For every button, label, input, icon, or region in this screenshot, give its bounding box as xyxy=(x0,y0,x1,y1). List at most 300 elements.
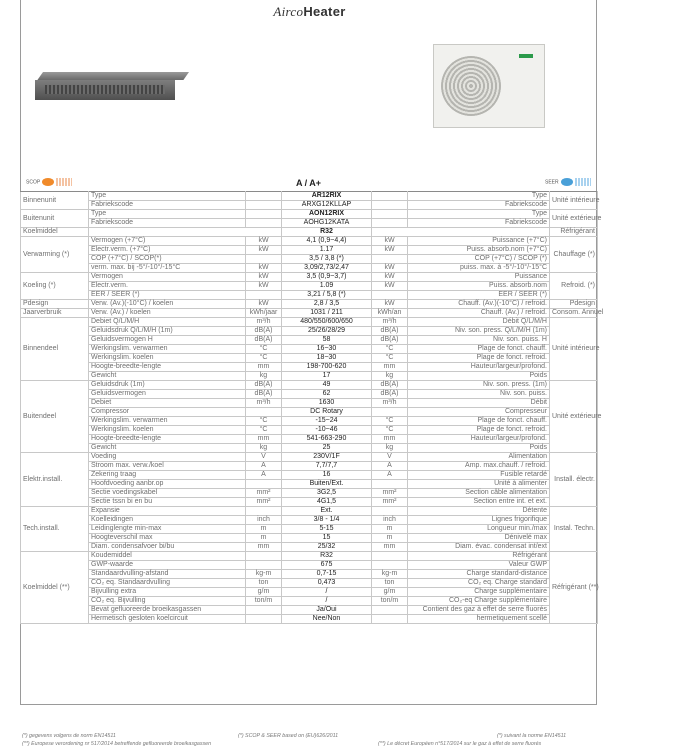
unit-nl xyxy=(246,606,282,615)
spec-label-nl: Geluidsvermogen xyxy=(89,390,246,399)
unit-fr: mm² xyxy=(372,498,408,507)
spec-value: 1.17 xyxy=(282,246,372,255)
spec-label-nl: Type xyxy=(89,192,246,201)
spec-label-fr: CO₂-eq Charge supplémentaire xyxy=(408,597,550,606)
spec-value: 1031 / 211 xyxy=(282,309,372,318)
spec-label-nl: Standaardvulling-afstand xyxy=(89,570,246,579)
spec-value: 17 xyxy=(282,372,372,381)
spec-value: 25/26/28/29 xyxy=(282,327,372,336)
spec-label-nl: Gewicht xyxy=(89,372,246,381)
group-label: Jaarverbruik xyxy=(21,309,89,318)
unit-nl: dB(A) xyxy=(246,336,282,345)
spec-value: 7,7/7,7 xyxy=(282,462,372,471)
spec-value: 49 xyxy=(282,381,372,390)
spec-value: ARXG12KLLAP xyxy=(282,201,372,210)
spec-label-fr: Puiss. absorb.nom xyxy=(408,282,550,291)
unit-fr xyxy=(372,507,408,516)
spec-value: Nee/Non xyxy=(282,615,372,624)
spec-label-fr: Fusible retardé xyxy=(408,471,550,480)
spec-label-nl: Debiet xyxy=(89,399,246,408)
spec-label-nl: Koelleidingen xyxy=(89,516,246,525)
spec-label-fr: Niv. son. puiss. H xyxy=(408,336,550,345)
spec-label-nl: Debiet Q/L/M/H xyxy=(89,318,246,327)
spec-value: 3,5 / 3,8 (*) xyxy=(282,255,372,264)
footnote-scop-seer: (*) SCOP & SEER based on (EU)626/2011 xyxy=(238,733,339,739)
unit-nl: A xyxy=(246,462,282,471)
unit-nl xyxy=(246,408,282,417)
unit-fr: kW xyxy=(372,300,408,309)
table-row xyxy=(21,471,598,480)
group-label-fr: Instal. Techn. xyxy=(550,507,598,552)
spec-label-nl: Werkingslim. verwarmen xyxy=(89,417,246,426)
spec-label-fr: Plage de fonct. refroid. xyxy=(408,426,550,435)
unit-nl xyxy=(246,219,282,228)
unit-nl xyxy=(246,552,282,561)
spec-value: 2,8 / 3,5 xyxy=(282,300,372,309)
table-row xyxy=(21,435,598,444)
group-label-fr: Réfrigérant xyxy=(550,228,598,237)
table-row xyxy=(21,570,598,579)
table-row xyxy=(21,588,598,597)
spec-label-fr: EER / SEER (*) xyxy=(408,291,550,300)
spec-value: 3G2,5 xyxy=(282,489,372,498)
spec-value: 4,1 (0,9~4,4) xyxy=(282,237,372,246)
table-row xyxy=(21,228,598,237)
unit-nl: °C xyxy=(246,426,282,435)
spec-label-nl: Verw. (Av.) / koelen xyxy=(89,309,246,318)
spec-label-nl: CO₂ eq. Bijvulling xyxy=(89,597,246,606)
spec-label-fr: Charge standard-distance xyxy=(408,570,550,579)
unit-fr xyxy=(372,219,408,228)
spec-label-fr: CO₂ eq. Charge standard xyxy=(408,579,550,588)
spec-label-fr: Niv. son. press. (1m) xyxy=(408,381,550,390)
unit-fr: kg xyxy=(372,444,408,453)
spec-label-nl: Stroom max. verw./koel xyxy=(89,462,246,471)
unit-fr: dB(A) xyxy=(372,327,408,336)
spec-label-nl: Compressor xyxy=(89,408,246,417)
table-row xyxy=(21,498,598,507)
unit-fr xyxy=(372,210,408,219)
unit-nl: g/m xyxy=(246,588,282,597)
spec-label-nl: Type xyxy=(89,210,246,219)
unit-fr: A xyxy=(372,462,408,471)
table-row xyxy=(21,507,598,516)
unit-nl: kW xyxy=(246,246,282,255)
outdoor-unit-image xyxy=(433,40,551,128)
unit-nl xyxy=(246,291,282,300)
unit-nl xyxy=(246,615,282,624)
footnote-nl-1: (*) gegevens volgens de norm EN14511 xyxy=(22,733,116,739)
table-row xyxy=(21,399,598,408)
unit-fr: mm xyxy=(372,435,408,444)
spec-label-nl: CO₂ eq. Standaardvulling xyxy=(89,579,246,588)
spec-label-fr: Lignes frigorifique xyxy=(408,516,550,525)
spec-value: 1.09 xyxy=(282,282,372,291)
spec-value: 18~30 xyxy=(282,354,372,363)
spec-label-fr: Puissance (+7°C) xyxy=(408,237,550,246)
group-label-fr: Unité intérieure xyxy=(550,318,598,381)
unit-nl: kg-m xyxy=(246,570,282,579)
group-label-fr: Unité intérieure xyxy=(550,192,598,210)
spec-label-nl: Hoogteverschil max xyxy=(89,534,246,543)
unit-nl: m xyxy=(246,525,282,534)
table-row xyxy=(21,516,598,525)
spec-label-fr: Plage de fonct. chauff. xyxy=(408,345,550,354)
spec-label-nl: Geluidsdruk Q/L/M/H (1m) xyxy=(89,327,246,336)
table-row xyxy=(21,561,598,570)
spec-label-nl: Zekering traag xyxy=(89,471,246,480)
spec-value: 3,21 / 5,8 (*) xyxy=(282,291,372,300)
group-label-fr: Unité extérieure xyxy=(550,210,598,228)
unit-fr: m³/h xyxy=(372,318,408,327)
spec-label-fr: Hauteur/largeur/profond. xyxy=(408,363,550,372)
group-label: Tech.install. xyxy=(21,507,89,552)
spec-label-nl: Electr.verm. (+7°C) xyxy=(89,246,246,255)
scop-label: SCOP xyxy=(26,179,41,186)
unit-nl xyxy=(246,192,282,201)
spec-value: 25/32 xyxy=(282,543,372,552)
table-row xyxy=(21,201,598,210)
spec-label-fr: Poids xyxy=(408,444,550,453)
unit-nl: kW xyxy=(246,300,282,309)
unit-nl: kW xyxy=(246,237,282,246)
table-row xyxy=(21,309,598,318)
table-row xyxy=(21,444,598,453)
spec-value: AON12RIX xyxy=(282,210,372,219)
unit-nl: mm xyxy=(246,543,282,552)
spec-label-fr: puiss. max. à -5°/-10°/-15°C xyxy=(408,264,550,273)
spec-label-nl: Voeding xyxy=(89,453,246,462)
table-row xyxy=(21,327,598,336)
unit-fr xyxy=(372,480,408,489)
table-row xyxy=(21,282,598,291)
spec-label-nl: Werkingslim. koelen xyxy=(89,426,246,435)
spec-label-fr: Amp. max.chauff. / refroid. xyxy=(408,462,550,471)
brand-logo xyxy=(21,4,598,20)
unit-fr: dB(A) xyxy=(372,390,408,399)
unit-nl: kWh/jaar xyxy=(246,309,282,318)
unit-fr xyxy=(372,201,408,210)
unit-fr: kg-m xyxy=(372,570,408,579)
unit-fr: °C xyxy=(372,345,408,354)
group-label: Elektr.install. xyxy=(21,453,89,507)
table-row xyxy=(21,318,598,327)
spec-label-nl: Verw. (Av.)(-10°C) / koelen xyxy=(89,300,246,309)
unit-nl xyxy=(246,507,282,516)
spec-label-fr: Plage de fonct. refroid. xyxy=(408,354,550,363)
unit-fr: m³/h xyxy=(372,399,408,408)
unit-nl xyxy=(246,201,282,210)
group-label-fr: Refroid. (*) xyxy=(550,273,598,300)
spec-value: AR12RIX xyxy=(282,192,372,201)
table-row xyxy=(21,615,598,624)
group-label: Binnenunit xyxy=(21,192,89,210)
unit-fr: kW xyxy=(372,282,408,291)
table-row xyxy=(21,417,598,426)
spec-label-fr: Alimentation xyxy=(408,453,550,462)
unit-nl: kg xyxy=(246,444,282,453)
spec-label-nl: Vermogen (+7°C) xyxy=(89,237,246,246)
spec-label-nl: Gewicht xyxy=(89,444,246,453)
group-label: Koelmiddel xyxy=(21,228,89,237)
spec-label-fr: Débit Q/L/M/H xyxy=(408,318,550,327)
unit-nl: kW xyxy=(246,273,282,282)
brand-logo-part1: Airco xyxy=(273,4,304,19)
spec-value: AOHG12KATA xyxy=(282,219,372,228)
group-label: Buitenunit xyxy=(21,210,89,228)
table-row xyxy=(21,453,598,462)
spec-value: 3,5 (0,9~3,7) xyxy=(282,273,372,282)
unit-nl: °C xyxy=(246,354,282,363)
table-row xyxy=(21,606,598,615)
unit-fr: mm² xyxy=(372,489,408,498)
unit-nl xyxy=(246,561,282,570)
unit-nl: m³/h xyxy=(246,399,282,408)
unit-nl xyxy=(246,480,282,489)
unit-nl: mm² xyxy=(246,498,282,507)
table-row xyxy=(21,543,598,552)
group-label-fr: Réfrigérant (**) xyxy=(550,552,598,624)
spec-value: 1630 xyxy=(282,399,372,408)
table-row xyxy=(21,579,598,588)
table-row xyxy=(21,345,598,354)
spec-label-nl: Koudemiddel xyxy=(89,552,246,561)
seer-label: SEER xyxy=(545,179,559,186)
table-row xyxy=(21,219,598,228)
spec-label-fr: Niv. son. press. Q/L/M/H (1m) xyxy=(408,327,550,336)
unit-fr: kW xyxy=(372,273,408,282)
spec-label-fr: Type xyxy=(408,210,550,219)
group-label-fr: Install. électr. xyxy=(550,453,598,507)
spec-value: 0,473 xyxy=(282,579,372,588)
table-row xyxy=(21,354,598,363)
spec-label-nl: EER / SEER (*) xyxy=(89,291,246,300)
table-row xyxy=(21,273,598,282)
table-row xyxy=(21,489,598,498)
spec-label-fr: COP (+7°C) / SCOP (*) xyxy=(408,255,550,264)
spec-value: Ext. xyxy=(282,507,372,516)
spec-label-nl: Expansie xyxy=(89,507,246,516)
spec-label-nl: Leidinglengte min-max xyxy=(89,525,246,534)
indoor-unit-image xyxy=(35,72,181,106)
spec-label-fr: Unité à alimenter xyxy=(408,480,550,489)
spec-label-nl: Electr.verm. xyxy=(89,282,246,291)
spec-label-nl: Hoogte-breedte-lengte xyxy=(89,363,246,372)
group-label-fr: Pdesign xyxy=(550,300,598,309)
spec-label-fr: Longueur min./max xyxy=(408,525,550,534)
spec-label-nl: Geluidsdruk (1m) xyxy=(89,381,246,390)
spec-value: 0,7-15 xyxy=(282,570,372,579)
table-row xyxy=(21,426,598,435)
spec-table xyxy=(20,191,604,624)
spec-value: Ja/Oui xyxy=(282,606,372,615)
spec-value: 230V/1F xyxy=(282,453,372,462)
unit-fr: inch xyxy=(372,516,408,525)
energy-class: A / A+ xyxy=(295,178,322,188)
table-row xyxy=(21,246,598,255)
spec-label-fr: Charge supplémentaire xyxy=(408,588,550,597)
unit-nl xyxy=(246,255,282,264)
unit-fr: °C xyxy=(372,354,408,363)
spec-label-fr: Dénivelé max xyxy=(408,534,550,543)
unit-fr: ton/m xyxy=(372,597,408,606)
spec-label-nl: GWP-waarde xyxy=(89,561,246,570)
unit-nl: kW xyxy=(246,264,282,273)
unit-nl: kW xyxy=(246,282,282,291)
spec-label-nl: Sectie tssn bi en bu xyxy=(89,498,246,507)
unit-fr: dB(A) xyxy=(372,381,408,390)
spec-label-nl: Geluidsvermogen H xyxy=(89,336,246,345)
unit-fr: °C xyxy=(372,417,408,426)
table-row xyxy=(21,363,598,372)
table-row xyxy=(21,480,598,489)
spec-value: 5-15 xyxy=(282,525,372,534)
unit-nl: inch xyxy=(246,516,282,525)
spec-value: DC Rotary xyxy=(282,408,372,417)
spec-label-fr: Contient des gaz à effet de serre fluorés xyxy=(408,606,550,615)
unit-nl: A xyxy=(246,471,282,480)
spec-label-nl: Fabriekscode xyxy=(89,219,246,228)
spec-label-fr: Hauteur/largeur/profond. xyxy=(408,435,550,444)
table-row xyxy=(21,372,598,381)
footnote-fr-2: (**) Le décret Européen n°517/2014 sur le gaz à effet de serre fluorés xyxy=(378,741,542,747)
spec-label-nl: Hoogte-breedte-lengte xyxy=(89,435,246,444)
table-row xyxy=(21,390,598,399)
spec-label-nl: COP (+7°C) / SCOP(*) xyxy=(89,255,246,264)
spec-label-fr: Fabriekscode xyxy=(408,219,550,228)
table-row xyxy=(21,525,598,534)
spec-label-nl: Werkingslim. verwarmen xyxy=(89,345,246,354)
spec-label-fr: Valeur GWP xyxy=(408,561,550,570)
unit-fr: mm xyxy=(372,543,408,552)
footnote-nl-2: (**) Europese verordening nr 517/2014 betreffende gefluoreerde broeikasgassen xyxy=(22,741,212,747)
unit-fr: g/m xyxy=(372,588,408,597)
spec-label-fr: Plage de fonct. chauff. xyxy=(408,417,550,426)
table-row xyxy=(21,534,598,543)
table-row xyxy=(21,192,598,201)
spec-label-nl: Werkingslim. koelen xyxy=(89,354,246,363)
spec-value: / xyxy=(282,597,372,606)
spec-value: 3,09/2,73/2,47 xyxy=(282,264,372,273)
spec-label-fr: Niv. son. puiss. xyxy=(408,390,550,399)
spec-value: 541-663-290 xyxy=(282,435,372,444)
spec-value: 15 xyxy=(282,534,372,543)
spec-label-fr: Puiss. absorb.nom (+7°C) xyxy=(408,246,550,255)
spec-label-fr: Détente xyxy=(408,507,550,516)
unit-nl: V xyxy=(246,453,282,462)
spec-label-nl: Bevat gefluoreerde broeikasgassen xyxy=(89,606,246,615)
spec-value: 480/550/600/650 xyxy=(282,318,372,327)
spec-label-fr: Poids xyxy=(408,372,550,381)
unit-nl xyxy=(246,210,282,219)
unit-nl: m xyxy=(246,534,282,543)
spec-label-fr: Section câble alimentation xyxy=(408,489,550,498)
table-row xyxy=(21,408,598,417)
unit-fr xyxy=(372,291,408,300)
unit-nl: mm xyxy=(246,435,282,444)
unit-nl: ton/m xyxy=(246,597,282,606)
unit-nl: dB(A) xyxy=(246,390,282,399)
unit-fr: V xyxy=(372,453,408,462)
spec-value: 25 xyxy=(282,444,372,453)
unit-fr: kW xyxy=(372,246,408,255)
unit-nl: °C xyxy=(246,345,282,354)
table-row xyxy=(21,264,598,273)
spec-label-nl: Vermogen xyxy=(89,273,246,282)
group-label-fr: Unité extérieure xyxy=(550,381,598,453)
spec-label-nl: Hoofdvoeding aanbr.op xyxy=(89,480,246,489)
unit-fr: kW xyxy=(372,237,408,246)
spec-label-fr: Compresseur xyxy=(408,408,550,417)
unit-fr: ton xyxy=(372,579,408,588)
table-row xyxy=(21,237,598,246)
unit-nl: dB(A) xyxy=(246,327,282,336)
unit-nl: mm xyxy=(246,363,282,372)
unit-fr: kWh/an xyxy=(372,309,408,318)
unit-fr xyxy=(372,606,408,615)
unit-fr xyxy=(372,255,408,264)
spec-label-nl: Bijvulling extra xyxy=(89,588,246,597)
unit-fr: kg xyxy=(372,372,408,381)
table-row xyxy=(21,552,598,561)
table-row xyxy=(21,597,598,606)
brand-logo-part2: Heater xyxy=(303,4,346,19)
spec-label-fr: hermetiquement scellé xyxy=(408,615,550,624)
table-row xyxy=(21,291,598,300)
spec-value: 58 xyxy=(282,336,372,345)
unit-nl: m³/h xyxy=(246,318,282,327)
spec-label-fr: Section entre int. et ext. xyxy=(408,498,550,507)
unit-nl: ton xyxy=(246,579,282,588)
spec-value: R32 xyxy=(282,552,372,561)
unit-fr xyxy=(372,561,408,570)
unit-nl: dB(A) xyxy=(246,381,282,390)
spec-value: 62 xyxy=(282,390,372,399)
unit-nl: °C xyxy=(246,417,282,426)
group-label-fr: Consom. Annuel xyxy=(550,309,598,318)
unit-fr: A xyxy=(372,471,408,480)
unit-fr: m xyxy=(372,534,408,543)
unit-fr xyxy=(372,192,408,201)
spec-label-fr: Type xyxy=(408,192,550,201)
footnote-fr-1: (*) suivant la norme EN14511 xyxy=(497,733,567,739)
spec-value: R32 xyxy=(282,228,372,237)
unit-nl: kg xyxy=(246,372,282,381)
unit-fr: m xyxy=(372,525,408,534)
spec-label-nl: Diam. condensafvoer bi/bu xyxy=(89,543,246,552)
spec-label-fr: Chauff. (Av.)(-10°C) / refroid. xyxy=(408,300,550,309)
group-label: Pdesign xyxy=(21,300,89,309)
spec-value: 198-700-620 xyxy=(282,363,372,372)
group-label: Buitendeel xyxy=(21,381,89,453)
group-label-fr: Chauffage (*) xyxy=(550,237,598,273)
spec-label-nl: Fabriekscode xyxy=(89,201,246,210)
spec-label-nl: Sectie voedingskabel xyxy=(89,489,246,498)
spec-label-fr: Réfrigérant xyxy=(408,552,550,561)
spec-label-fr: Diam. évac. condensat int/ext xyxy=(408,543,550,552)
table-row xyxy=(21,255,598,264)
spec-value: 675 xyxy=(282,561,372,570)
spec-value: 16~30 xyxy=(282,345,372,354)
unit-fr xyxy=(372,615,408,624)
unit-fr: dB(A) xyxy=(372,336,408,345)
spec-label-fr: Chauff. (Av.) / refroid. xyxy=(408,309,550,318)
table-row xyxy=(21,300,598,309)
spec-value: Buiten/Ext. xyxy=(282,480,372,489)
unit-fr xyxy=(372,408,408,417)
spec-label-fr: Fabriekscode xyxy=(408,201,550,210)
group-label: Koelmiddel (**) xyxy=(21,552,89,624)
